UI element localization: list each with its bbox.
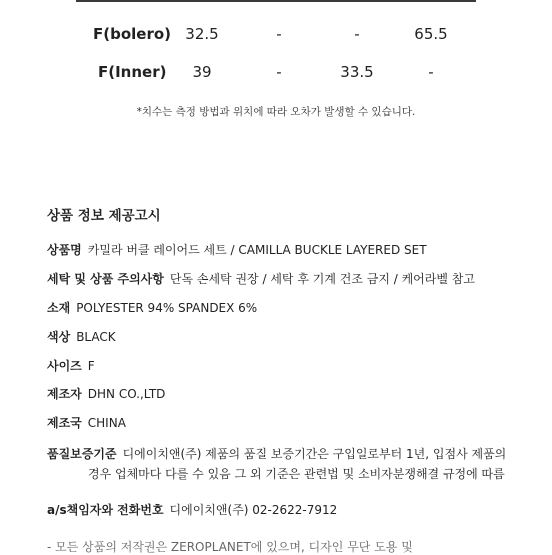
size-row-inner [0, 63, 552, 85]
info-value: CHINA [87, 416, 126, 430]
info-key: 색상 [47, 330, 71, 344]
info-row-manufacturer [47, 386, 165, 402]
size-value: 39 [192, 63, 212, 81]
info-value: 단독 손세탁 권장 / 세탁 후 기계 건조 금지 / 케어라벨 참고 [169, 272, 475, 286]
info-key: 제조국 [47, 416, 82, 430]
size-value: 32.5 [185, 25, 219, 43]
size-value: - [276, 63, 282, 81]
info-row-size [47, 358, 95, 374]
info-row-material [47, 300, 257, 316]
info-value: DHN CO.,LTD [87, 387, 166, 401]
info-row-care [47, 271, 475, 287]
info-key: 상품명 [47, 243, 82, 257]
info-value: 디에이치앤(주) 02-2622-7912 [169, 503, 338, 517]
info-value: BLACK [76, 330, 116, 344]
size-label: F(bolero) [93, 25, 172, 43]
info-value: 카밀라 버클 레이어드 세트 / CAMILLA BUCKLE LAYERED SET [87, 243, 427, 257]
info-value: F [87, 359, 95, 373]
size-value: 65.5 [414, 25, 448, 43]
table-top-rule [76, 0, 476, 2]
info-value: POLYESTER 94% SPANDEX 6% [76, 301, 258, 315]
size-value: - [428, 63, 434, 81]
info-key: 사이즈 [47, 359, 82, 373]
info-key: 세탁 및 상품 주의사항 [47, 272, 164, 286]
info-value-continued: 경우 업체마다 다를 수 있음 그 외 기준은 관련법 및 소비자분쟁해결 규정에 따름 [88, 467, 505, 481]
measurement-note: *치수는 측정 방법과 위치에 따라 오차가 발생할 수 있습니다. [136, 106, 416, 118]
size-value: - [354, 25, 360, 43]
size-label: F(Inner) [98, 63, 167, 81]
info-row-warranty [47, 444, 517, 484]
info-row-contact [47, 502, 337, 518]
size-value: - [276, 25, 282, 43]
info-row-product-name [47, 242, 427, 258]
size-value: 33.5 [340, 63, 374, 81]
info-key: 제조자 [47, 387, 82, 401]
size-row-bolero [0, 25, 552, 47]
info-key: a/s책임자와 전화번호 [47, 503, 164, 517]
info-key: 소재 [47, 301, 71, 315]
copyright-note: - 모든 상품의 저작권은 ZEROPLANET에 있으며, 디자인 무단 도용 및 [47, 540, 413, 554]
info-value: 디에이치앤(주) 제품의 품질 보증기간은 구입일로부터 1년, 입점사 제품의 [122, 447, 507, 461]
section-title: 상품 정보 제공고시 [47, 208, 161, 224]
info-row-color [47, 329, 116, 345]
info-key: 품질보증기준 [47, 447, 117, 461]
info-row-country [47, 415, 126, 431]
